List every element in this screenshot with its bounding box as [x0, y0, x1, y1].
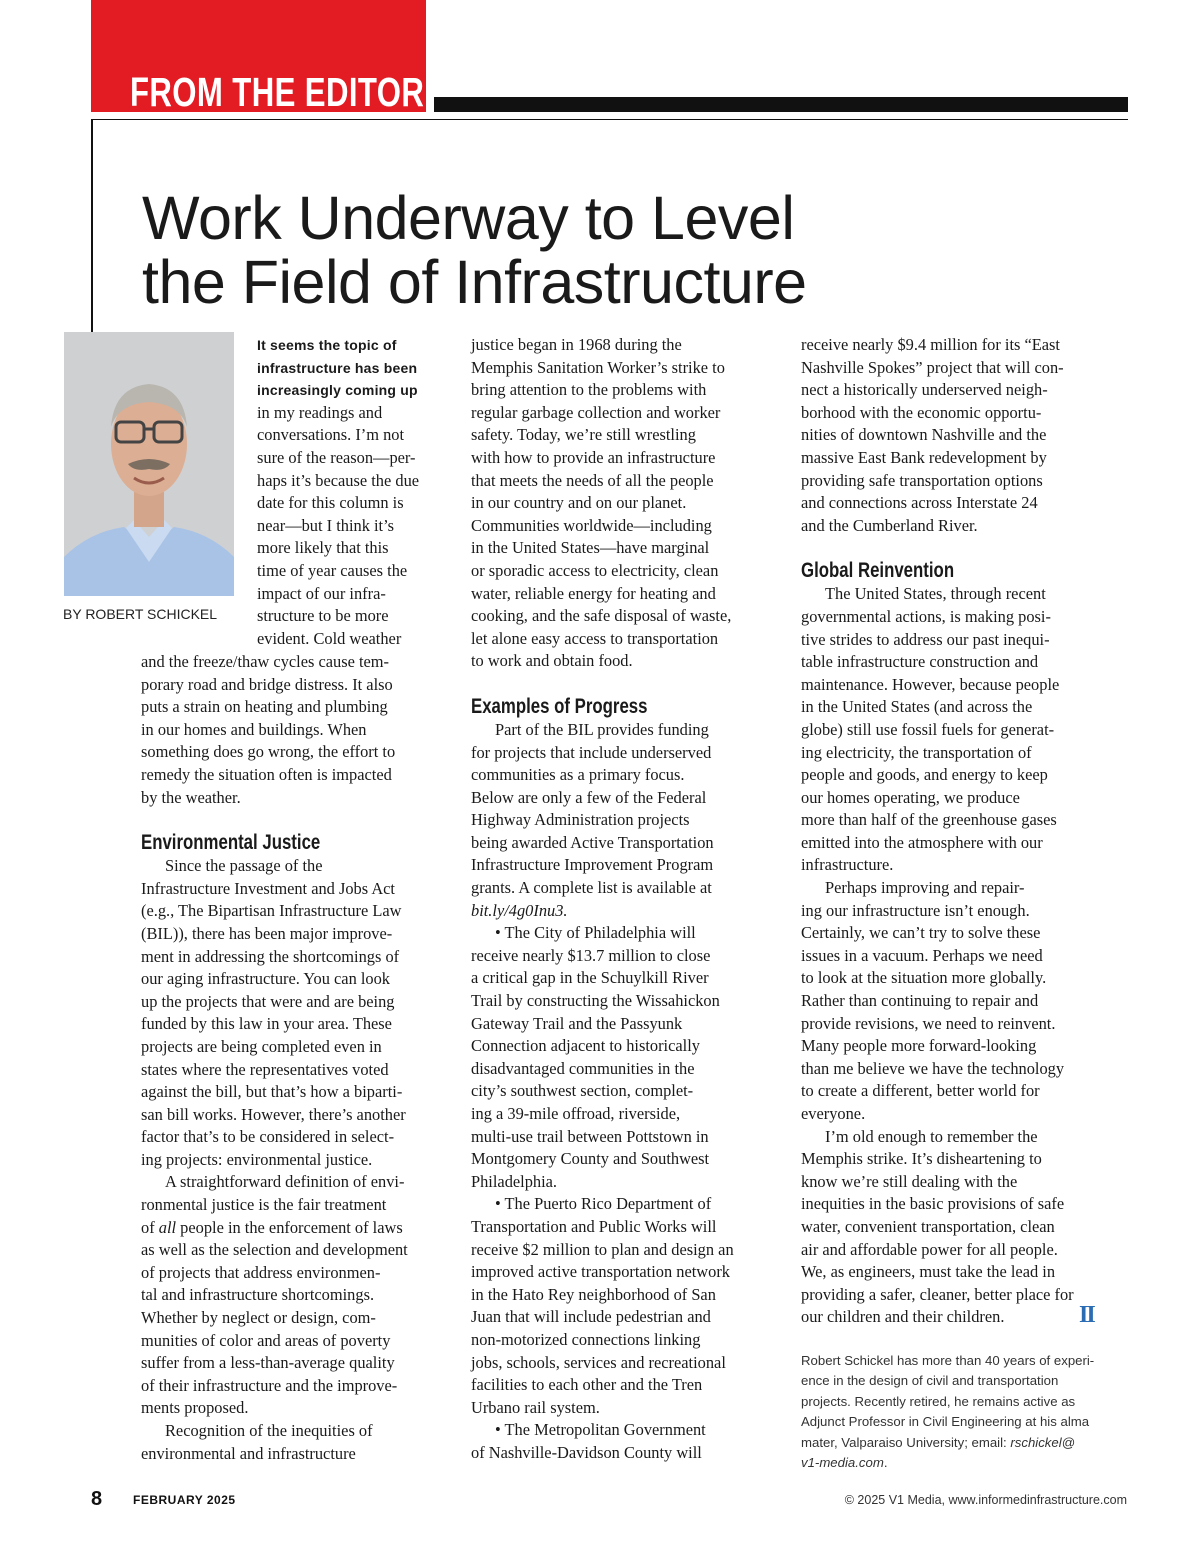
subhead-global-reinvention: Global Reinvention — [801, 559, 955, 583]
bio-line: ence in the design of civil and transportation — [801, 1373, 1059, 1389]
list-item-nashville: • The Metropolitan Government — [495, 1420, 706, 1440]
text-line: infrastructure. — [801, 855, 894, 875]
text-line: a critical gap in the Schuylkill River — [471, 968, 709, 988]
text-line: munities of color and areas of poverty — [141, 1330, 391, 1350]
text-line: in the Hato Rey neighborhood of San — [471, 1284, 716, 1304]
text-line: our homes operating, we produce — [801, 787, 1020, 807]
text-line: The United States, through recent — [825, 584, 1046, 604]
text-line: Part of the BIL provides funding — [495, 719, 709, 739]
text-line: against the bill, but that’s how a biparti- — [141, 1082, 403, 1102]
text-line: time of year causes the — [257, 560, 408, 580]
text-line: improved active transportation network — [471, 1262, 730, 1282]
text-line — [141, 1217, 408, 1240]
text-line: justice began in 1968 during the — [471, 335, 682, 354]
text-line: ing projects: environmental justice. — [141, 1149, 373, 1169]
text-line: Below are only a few of the Federal — [471, 787, 707, 807]
text-line: providing a safer, cleaner, better place for — [801, 1284, 1074, 1304]
text-line: governmental actions, is making posi- — [801, 606, 1051, 626]
text-fragment: of — [141, 1217, 159, 1237]
text-line: Certainly, we can’t try to solve these — [801, 923, 1041, 943]
headline-line-2: the Field of Infrastructure — [142, 248, 807, 316]
text-line: being awarded Active Transportation — [471, 832, 714, 852]
text-line: everyone. — [801, 1104, 866, 1123]
lead-line: infrastructure has been — [257, 359, 418, 376]
text-line: Gateway Trail and the Passyunk — [471, 1013, 683, 1033]
text-line: Urbano rail system. — [471, 1397, 600, 1417]
text-line: massive East Bank redevelopment by — [801, 447, 1047, 467]
lead-line: increasingly coming up — [257, 382, 418, 399]
author-photo — [64, 332, 234, 596]
copyright: © 2025 V1 Media, www.informedinfrastructure.com — [844, 1493, 1127, 1507]
text-line: in our country and on our planet. — [471, 493, 687, 513]
text-line: states where the representatives voted — [141, 1059, 389, 1079]
text-line: suffer from a less-than-average quality — [141, 1353, 395, 1373]
text-line: that meets the needs of all the people — [471, 470, 714, 490]
text-line: bring attention to the problems with — [471, 380, 707, 400]
text-line: water, reliable energy for heating and — [471, 583, 716, 603]
text-line: table infrastructure construction and — [801, 652, 1039, 672]
text-line: ment in addressing the shortcomings of — [141, 946, 400, 966]
text-line: Transportation and Public Works will — [471, 1216, 717, 1236]
subhead-examples-of-progress: Examples of Progress — [471, 694, 648, 718]
text-line: puts a strain on heating and plumbing — [141, 697, 388, 717]
lead-line: It seems the topic of — [257, 337, 397, 353]
text-line: maintenance. However, because people — [801, 674, 1060, 694]
text-line: facilities to each other and the Tren — [471, 1375, 703, 1395]
text-line: projects are being completed even in — [141, 1036, 382, 1056]
text-line: Recognition of the inequities of — [165, 1421, 373, 1440]
text-line: people and goods, and energy to keep — [801, 765, 1048, 785]
text-line: than me believe we have the technology — [801, 1058, 1065, 1078]
text-line: A straightforward definition of envi- — [165, 1172, 405, 1192]
text-line: jobs, schools, services and recreational — [471, 1352, 726, 1372]
text-line: ing our infrastructure isn’t enough. — [801, 900, 1030, 920]
bio-line: Adjunct Professor in Civil Engineering at his alma — [801, 1414, 1090, 1430]
text-line: evident. Cold weather — [257, 628, 402, 648]
text-line: Trail by constructing the Wissahickon — [471, 991, 720, 1011]
text-line: Nashville Spokes” project that will con- — [801, 357, 1064, 377]
text-line: Perhaps improving and repair- — [825, 878, 1025, 898]
list-link[interactable]: bit.ly/4g0Inu3. — [471, 900, 568, 920]
bio-fragment: . — [883, 1455, 888, 1471]
text-line: and connections across Interstate 24 — [801, 493, 1038, 513]
text-line: ing electricity, the transportation of — [801, 742, 1032, 762]
bio-fragment: mater, Valparaiso University; email: — [801, 1434, 1011, 1450]
column-1 — [141, 651, 408, 1465]
text-line: receive nearly $13.7 million to close — [471, 945, 711, 965]
section-label: FROM THE EDITOR — [130, 69, 425, 115]
text-line: as well as the selection and development — [141, 1240, 408, 1260]
text-line: I’m old enough to remember the — [825, 1126, 1038, 1146]
text-line: of Nashville-Davidson County will — [471, 1442, 702, 1462]
text-line: by the weather. — [141, 787, 241, 807]
text-line: our children and their children. — [801, 1307, 1005, 1327]
text-line: (e.g., The Bipartisan Infrastructure Law — [141, 901, 402, 921]
text-line: Communities worldwide—including — [471, 515, 712, 535]
text-line: Infrastructure Investment and Jobs Act — [141, 878, 395, 898]
text-line: multi-use trail between Pottstown in — [471, 1126, 709, 1146]
text-line: of their infrastructure and the improve- — [141, 1375, 398, 1395]
text-line: Since the passage of the — [165, 856, 323, 876]
text-line: grants. A complete list is available at — [471, 878, 712, 898]
text-line: in the United States (and across the — [801, 697, 1033, 717]
text-line: Memphis strike. It’s disheartening to — [801, 1149, 1042, 1169]
text-line: porary road and bridge distress. It also — [141, 674, 393, 694]
text-line: and the Cumberland River. — [801, 515, 978, 535]
text-line: environmental and infrastructure — [141, 1443, 356, 1463]
text-line: emitted into the atmosphere with our — [801, 832, 1043, 852]
text-line: tal and infrastructure shortcomings. — [141, 1285, 375, 1305]
text-line: disadvantaged communities in the — [471, 1058, 695, 1078]
text-line: to work and obtain food. — [471, 651, 633, 671]
text-line: in my readings and — [257, 402, 383, 422]
text-line: haps it’s because the due — [257, 470, 420, 490]
text-line: communities as a primary focus. — [471, 765, 685, 785]
issue-date: FEBRUARY 2025 — [133, 1493, 236, 1507]
headline-line-1: Work Underway to Level — [142, 184, 795, 252]
text-line: receive $2 million to plan and design an — [471, 1239, 734, 1259]
text-line: our aging infrastructure. You can look — [141, 969, 390, 989]
text-line: near—but I think it’s — [257, 515, 395, 535]
text-line: providing safe transportation options — [801, 470, 1043, 490]
text-line: with how to provide an infrastructure — [471, 447, 716, 467]
text-line: something does go wrong, the effort to — [141, 742, 396, 762]
text-line: Montgomery County and Southwest — [471, 1149, 710, 1169]
text-line: regular garbage collection and worker — [471, 402, 721, 422]
author-bio — [801, 1351, 1094, 1473]
text-line: date for this column is — [257, 493, 404, 513]
text-line: Connection adjacent to historically — [471, 1036, 700, 1056]
text-line: for projects that include underserved — [471, 742, 712, 762]
text-line: ronmental justice is the fair treatment — [141, 1195, 387, 1215]
text-line: ing a 39-mile offroad, riverside, — [471, 1104, 681, 1123]
text-line: impact of our infra- — [257, 583, 386, 603]
headline — [142, 186, 807, 314]
text-line: safety. Today, we’re still wrestling — [471, 425, 696, 445]
text-line: to create a different, better world for — [801, 1081, 1040, 1101]
text-line: water, convenient transportation, clean — [801, 1216, 1055, 1236]
text-line: funded by this law in your area. These — [141, 1014, 392, 1034]
text-line: inequities in the basic provisions of safe — [801, 1194, 1065, 1214]
text-line: receive nearly $9.4 million for its “East — [801, 335, 1060, 354]
column-3 — [801, 334, 1074, 1329]
text-fragment: people in the enforcement of laws — [176, 1217, 403, 1237]
text-line: in our homes and buildings. When — [141, 719, 367, 739]
text-line: borhood with the economic opportu- — [801, 402, 1042, 422]
column-1-narrow — [257, 334, 419, 650]
text-line: conversations. I’m not — [257, 425, 405, 445]
text-line: Highway Administration projects — [471, 810, 690, 830]
text-line: more likely that this — [257, 538, 389, 558]
bio-line: projects. Recently retired, he remains active as — [801, 1393, 1076, 1409]
byline: BY ROBERT SCHICKEL — [63, 606, 218, 622]
text-line: factor that’s to be considered in select- — [141, 1127, 395, 1147]
emphasis-all: all — [158, 1217, 177, 1237]
text-line: Infrastructure Improvement Program — [471, 855, 714, 875]
author-portrait — [64, 332, 234, 596]
email-link[interactable]: rschickel@ — [1010, 1434, 1076, 1450]
text-line: more than half of the greenhouse gases — [801, 810, 1057, 830]
text-line: air and affordable power for all people. — [801, 1239, 1058, 1259]
text-line: non-motorized connections linking — [471, 1329, 701, 1349]
header-bar — [434, 97, 1128, 112]
list-item-philadelphia: • The City of Philadelphia will — [495, 923, 696, 943]
text-line: tive strides to address our past inequi- — [801, 629, 1050, 649]
page-number: 8 — [91, 1488, 103, 1510]
text-line: and the freeze/thaw cycles cause tem- — [141, 652, 389, 671]
text-line: ments proposed. — [141, 1398, 249, 1418]
text-line: Whether by neglect or design, com- — [141, 1308, 376, 1328]
text-line: globe) still use fossil fuels for generat- — [801, 719, 1055, 739]
text-line: city’s southwest section, complet- — [471, 1081, 694, 1101]
bio-line: Robert Schickel has more than 40 years of experi- — [801, 1353, 1095, 1368]
text-line: Memphis Sanitation Worker’s strike to — [471, 357, 725, 377]
text-line: san bill works. However, there’s another — [141, 1104, 406, 1124]
text-line: in the United States—have marginal — [471, 538, 710, 558]
text-line: Philadelphia. — [471, 1171, 558, 1191]
email-link-continued[interactable]: v1-media.com — [801, 1455, 884, 1471]
text-line: (BIL)), there has been major improve- — [141, 923, 393, 943]
text-line: structure to be more — [257, 606, 389, 626]
bio-line — [801, 1433, 1094, 1453]
text-line: or sporadic access to electricity, clean — [471, 560, 719, 580]
text-line: know we’re still dealing with the — [801, 1171, 1018, 1191]
text-line: nect a historically underserved neigh- — [801, 380, 1048, 400]
text-line: to look at the situation more globally. — [801, 968, 1047, 988]
subhead-environmental-justice: Environmental Justice — [141, 831, 321, 855]
text-line: remedy the situation often is impacted — [141, 764, 392, 784]
text-line: Many people more forward-looking — [801, 1036, 1037, 1056]
text-line: sure of the reason—per- — [257, 447, 416, 467]
text-line: issues in a vacuum. Perhaps we need — [801, 945, 1043, 965]
frame-rule-top — [91, 119, 1128, 120]
end-mark-icon: II — [1079, 1302, 1094, 1328]
text-line: Juan that will include pedestrian and — [471, 1307, 711, 1327]
text-line: let alone easy access to transportation — [471, 628, 719, 648]
column-2 — [471, 334, 734, 1465]
bio-line — [801, 1453, 1094, 1473]
list-item-puerto-rico: • The Puerto Rico Department of — [495, 1194, 712, 1214]
text-line: provide revisions, we need to reinvent. — [801, 1013, 1056, 1033]
text-line: cooking, and the safe disposal of waste, — [471, 606, 732, 626]
text-line: up the projects that were and are being — [141, 991, 395, 1011]
text-line: Rather than continuing to repair and — [801, 991, 1039, 1011]
text-line: of projects that address environmen- — [141, 1262, 381, 1282]
text-line: nities of downtown Nashville and the — [801, 425, 1047, 445]
text-line: We, as engineers, must take the lead in — [801, 1262, 1056, 1282]
